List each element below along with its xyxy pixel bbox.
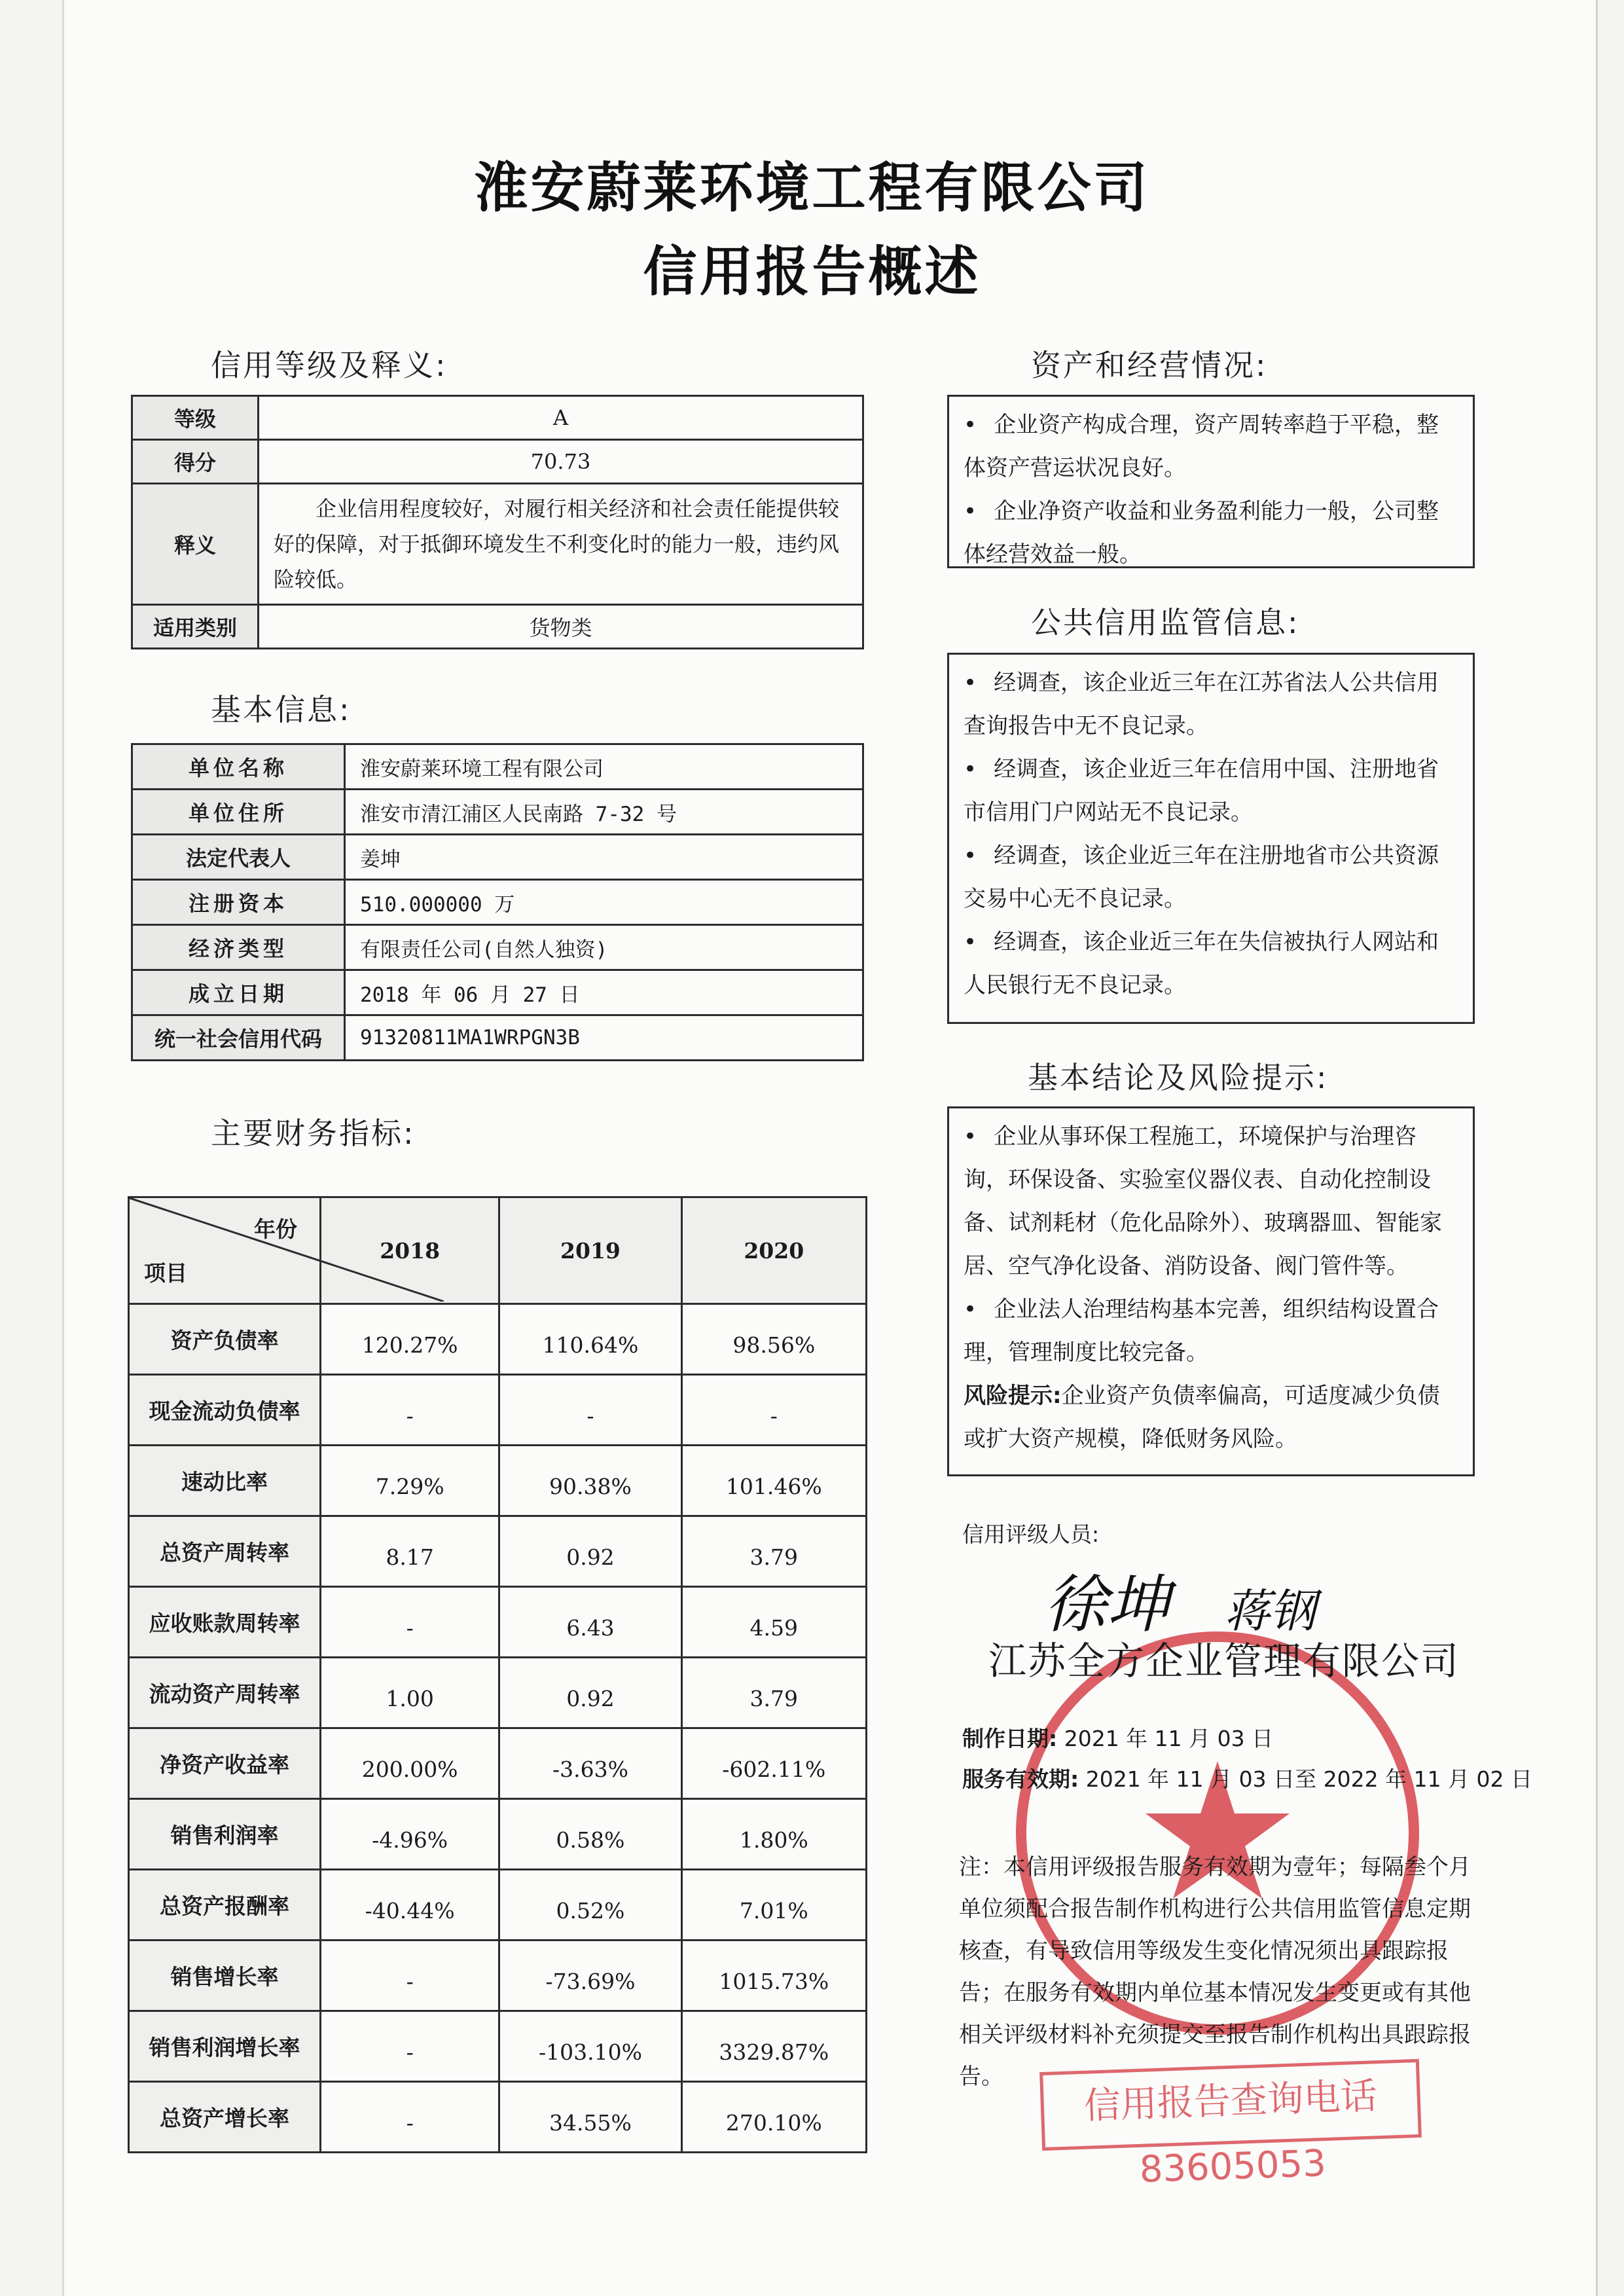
finance-row-label: 现金流动负债率 [129, 1375, 321, 1446]
year-header: 2018 [320, 1197, 499, 1304]
service-note: 注：本信用评级报告服务有效期为壹年；每隔叁个月单位须配合报告制作机构进行公共信用监管信息定期核查，有导致信用等级发生变化情况须出具跟踪报告；在服务有效期内单位基本情况发生变更或有其他相关评级材料补充须提交至报告制作机构出具跟踪报告。 [959, 1854, 1471, 2090]
public-credit-box [947, 653, 1475, 1024]
basic-label: 统一社会信用代码 [132, 1015, 345, 1061]
public-credit-item: • 经调查，该企业近三年在失信被执行人网站和人民银行无不良记录。 [964, 920, 1458, 1007]
basic-value: 姜坤 [345, 835, 863, 880]
level-label: 等级 [132, 396, 259, 440]
basic-value: 2018 年 06 月 27 日 [345, 970, 863, 1015]
finance-value: - [320, 1375, 499, 1446]
made-date-value: 2021 年 11 月 03 日 [1064, 1726, 1274, 1751]
issuer-company: 江苏全方企业管理有限公司 [988, 1639, 1460, 1683]
valid-label: 服务有效期: [962, 1766, 1079, 1792]
finance-row [129, 1375, 867, 1446]
category-value: 货物类 [259, 605, 863, 649]
finance-row-label: 总资产增长率 [129, 2082, 321, 2153]
explain-value: 企业信用程度较好，对履行相关经济和社会责任能提供较好的保障，对于抵御环境发生不利变化时的能力一般，违约风险较低。 [274, 496, 840, 592]
finance-row-label: 流动资产周转率 [129, 1658, 321, 1728]
risk-label: 风险提示: [964, 1383, 1062, 1409]
basic-value: 有限责任公司(自然人独资) [345, 925, 863, 970]
finance-row [129, 1304, 867, 1375]
finance-row [129, 1728, 867, 1799]
finance-row [129, 2011, 867, 2082]
finance-value: 270.10% [681, 2082, 866, 2153]
finance-value: 4.59 [681, 1587, 866, 1658]
finance-row [129, 1587, 867, 1658]
stamp-phone: 信用报告查询电话 83605053 [1039, 2059, 1422, 2151]
score-value: 70.73 [259, 440, 863, 484]
finance-value: 110.64% [499, 1304, 681, 1375]
basic-label: 注册资本 [132, 880, 345, 925]
finance-value: -103.10% [499, 2011, 681, 2082]
finance-heading: 主要财务指标: [211, 1116, 416, 1151]
finance-row-label: 总资产报酬率 [129, 1870, 321, 1941]
finance-row-label: 速动比率 [129, 1446, 321, 1516]
finance-row [129, 1941, 867, 2011]
public-credit-item: • 经调查，该企业近三年在江苏省法人公共信用查询报告中无不良记录。 [964, 661, 1458, 748]
finance-value: - [681, 1375, 866, 1446]
finance-value: 1.80% [681, 1799, 866, 1870]
assets-item: • 企业资产构成合理，资产周转率趋于平稳，整体资产营运状况良好。 [964, 403, 1458, 490]
finance-value: - [320, 1941, 499, 2011]
finance-row [129, 1799, 867, 1870]
finance-value: 3.79 [681, 1516, 866, 1587]
assets-item: • 企业净资产收益和业务盈利能力一般，公司整体经营效益一般。 [964, 490, 1458, 576]
risk-note [964, 1374, 1458, 1461]
finance-value: -602.11% [681, 1728, 866, 1799]
finance-value: 7.29% [320, 1446, 499, 1516]
company-title: 淮安蔚莱环境工程有限公司 [474, 157, 1150, 219]
finance-value: 1015.73% [681, 1941, 866, 2011]
finance-row-label: 销售增长率 [129, 1941, 321, 2011]
grade-table [131, 395, 864, 649]
level-value: A [259, 396, 863, 440]
finance-row [129, 1516, 867, 1587]
finance-value: - [320, 1587, 499, 1658]
report-title: 信用报告概述 [643, 241, 981, 303]
finance-value: 0.52% [499, 1870, 681, 1941]
basic-value: 淮安蔚莱环境工程有限公司 [345, 744, 863, 790]
finance-row [129, 2082, 867, 2153]
finance-value: 98.56% [681, 1304, 866, 1375]
basic-value: 510.000000 万 [345, 880, 863, 925]
corner-year: 年份 [253, 1216, 297, 1242]
year-header: 2019 [499, 1197, 681, 1304]
conclusion-box [947, 1106, 1475, 1476]
finance-value: -40.44% [320, 1870, 499, 1941]
valid-period-value: 2021 年 11 月 03 日至 2022 年 11 月 02 日 [1085, 1766, 1533, 1792]
finance-value: -4.96% [320, 1799, 499, 1870]
finance-row [129, 1658, 867, 1728]
finance-value: 0.92 [499, 1516, 681, 1587]
finance-row-label: 销售利润增长率 [129, 2011, 321, 2082]
public-credit-item: • 经调查，该企业近三年在注册地省市公共资源交易中心无不良记录。 [964, 834, 1458, 920]
assets-box [947, 395, 1475, 568]
finance-table [128, 1196, 867, 2153]
public-credit-heading: 公共信用监管信息: [1031, 605, 1300, 640]
finance-value: - [320, 2082, 499, 2153]
basic-label: 成立日期 [132, 970, 345, 1015]
finance-row-label: 资产负债率 [129, 1304, 321, 1375]
finance-value: 101.46% [681, 1446, 866, 1516]
rater-label: 信用评级人员: [962, 1522, 1100, 1547]
basic-heading: 基本信息: [211, 692, 352, 727]
basic-label: 单位住所 [132, 790, 345, 835]
finance-value: 34.55% [499, 2082, 681, 2153]
signature-2: 蒋钢 [1224, 1584, 1316, 1638]
basic-value: 淮安市清江浦区人民南路 7-32 号 [345, 790, 863, 835]
finance-value: 3.79 [681, 1658, 866, 1728]
finance-value: 1.00 [320, 1658, 499, 1728]
finance-row [129, 1446, 867, 1516]
year-header: 2020 [681, 1197, 866, 1304]
finance-value: 200.00% [320, 1728, 499, 1799]
finance-row-label: 销售利润率 [129, 1799, 321, 1870]
finance-row-label: 净资产收益率 [129, 1728, 321, 1799]
basic-label: 经济类型 [132, 925, 345, 970]
finance-row-label: 总资产周转率 [129, 1516, 321, 1587]
finance-value: 0.92 [499, 1658, 681, 1728]
made-date-line [962, 1722, 1273, 1753]
basic-label: 法定代表人 [132, 835, 345, 880]
grade-heading: 信用等级及释义: [211, 348, 448, 383]
risk-text: 企业资产负债率偏高，可适度减少负债或扩大资产规模，降低财务风险。 [964, 1383, 1440, 1452]
finance-value: -73.69% [499, 1941, 681, 2011]
finance-value: 8.17 [320, 1516, 499, 1587]
finance-value: 6.43 [499, 1587, 681, 1658]
assets-heading: 资产和经营情况: [1031, 348, 1268, 383]
basic-label: 单位名称 [132, 744, 345, 790]
finance-value: - [320, 2011, 499, 2082]
finance-value: 0.58% [499, 1799, 681, 1870]
conclusion-item: • 企业法人治理结构基本完善，组织结构设置合理，管理制度比较完备。 [964, 1288, 1458, 1374]
corner-item: 项目 [144, 1260, 187, 1286]
finance-value: 90.38% [499, 1446, 681, 1516]
valid-period-line [962, 1762, 1532, 1793]
explain-label: 释义 [132, 484, 259, 605]
finance-row [129, 1870, 867, 1941]
category-label: 适用类别 [132, 605, 259, 649]
finance-value: 7.01% [681, 1870, 866, 1941]
finance-row-label: 应收账款周转率 [129, 1587, 321, 1658]
finance-value: 3329.87% [681, 2011, 866, 2082]
public-credit-item: • 经调查，该企业近三年在信用中国、注册地省市信用门户网站无不良记录。 [964, 748, 1458, 834]
basic-info-table [131, 743, 864, 1061]
conclusion-item: • 企业从事环保工程施工，环境保护与治理咨询，环保设备、实验室仪器仪表、自动化控制设备、试剂耗材（危化品除外）、玻璃器皿、智能家居、空气净化设备、消防设备、阀门管件等。 [964, 1115, 1458, 1288]
finance-value: -3.63% [499, 1728, 681, 1799]
corner-cell [129, 1197, 321, 1304]
conclusion-heading: 基本结论及风险提示: [1028, 1060, 1329, 1095]
made-date-label: 制作日期: [962, 1726, 1058, 1751]
score-label: 得分 [132, 440, 259, 484]
finance-value: - [499, 1375, 681, 1446]
signature-1: 徐坤 [1044, 1568, 1170, 1641]
finance-value: 120.27% [320, 1304, 499, 1375]
basic-value: 91320811MA1WRPGN3B [345, 1015, 863, 1061]
